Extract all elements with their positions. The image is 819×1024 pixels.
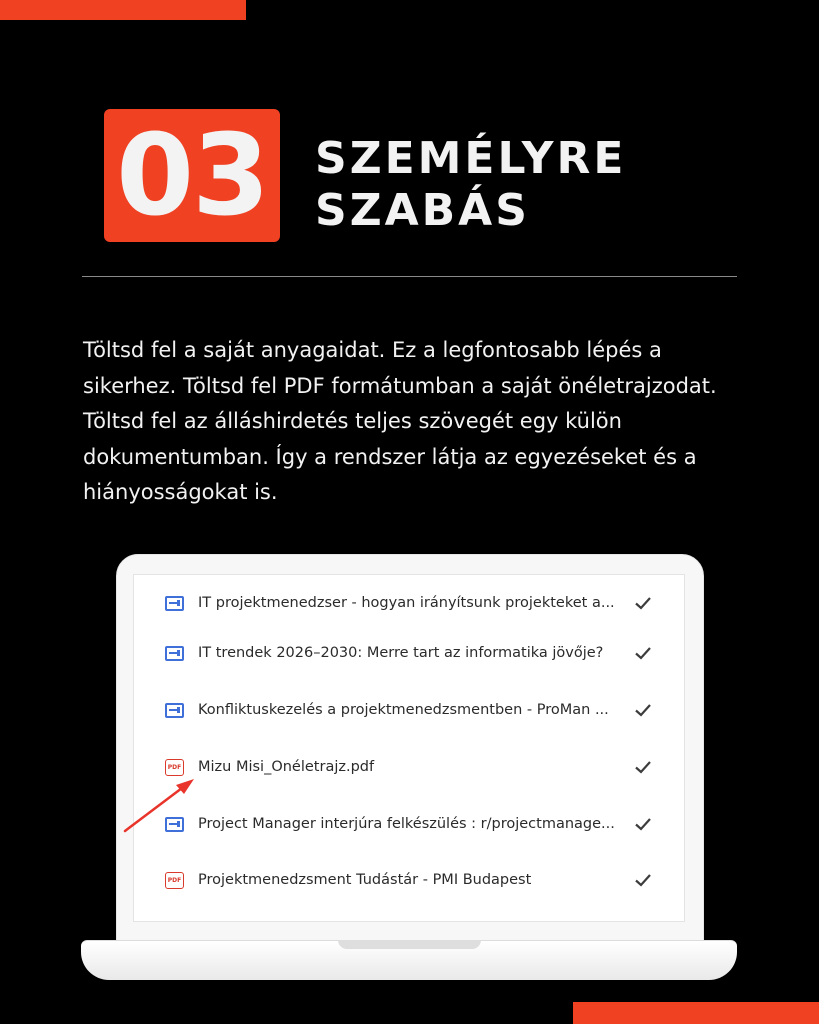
checkmark-icon[interactable] — [633, 593, 653, 613]
top-accent-bar — [0, 0, 246, 20]
checkmark-icon[interactable] — [633, 814, 653, 834]
file-name: IT projektmenedzser - hogyan irányítsunk projekteket a... — [198, 595, 615, 611]
file-list-item[interactable] — [134, 575, 685, 631]
page-title — [315, 133, 735, 237]
doc-icon — [165, 703, 184, 718]
checkmark-icon[interactable] — [633, 643, 653, 663]
pdf-icon: PDF — [165, 759, 184, 776]
step-number: 03 — [116, 110, 268, 241]
pdf-icon: PDF — [165, 872, 184, 889]
title-line-1: SZEMÉLYRE — [315, 133, 627, 184]
file-name: Project Manager interjúra felkészülés : r/projectmanage... — [198, 816, 615, 832]
description-text: Töltsd fel a saját anyagaidat. Ez a legfontosabb lépés a sikerhez. Töltsd fel PDF formátumban a saját önéletrajzodat. Töltsd fel az álláshirdetés teljes szövegét egy külön dokumentumban. Így a rendszer látja az egyezéseket és a hiányosságokat is. — [83, 338, 717, 504]
file-list-item[interactable] — [134, 625, 685, 681]
doc-icon — [165, 596, 184, 611]
doc-icon — [165, 646, 184, 661]
file-name: Projektmenedzsment Tudástár - PMI Budapest — [198, 872, 532, 888]
file-name: Konfliktuskezelés a projektmenedzsmentben - ProMan ... — [198, 702, 609, 718]
title-line-2: SZABÁS — [315, 185, 530, 236]
red-arrow-icon — [118, 772, 200, 836]
bottom-accent-bar — [573, 1002, 819, 1024]
checkmark-icon[interactable] — [633, 700, 653, 720]
divider — [82, 276, 737, 277]
file-list-item[interactable] — [134, 796, 685, 852]
file-name: Mizu Misi_Önéletrajz.pdf — [198, 759, 375, 775]
file-list-item[interactable] — [134, 852, 685, 908]
step-number-badge — [104, 109, 280, 242]
laptop-notch — [338, 940, 481, 949]
checkmark-icon[interactable] — [633, 870, 653, 890]
file-list-item[interactable] — [134, 682, 685, 738]
file-list-item[interactable] — [134, 739, 685, 795]
checkmark-icon[interactable] — [633, 757, 653, 777]
file-name: IT trendek 2026–2030: Merre tart az informatika jövője? — [198, 645, 604, 661]
laptop-screen — [133, 574, 685, 922]
